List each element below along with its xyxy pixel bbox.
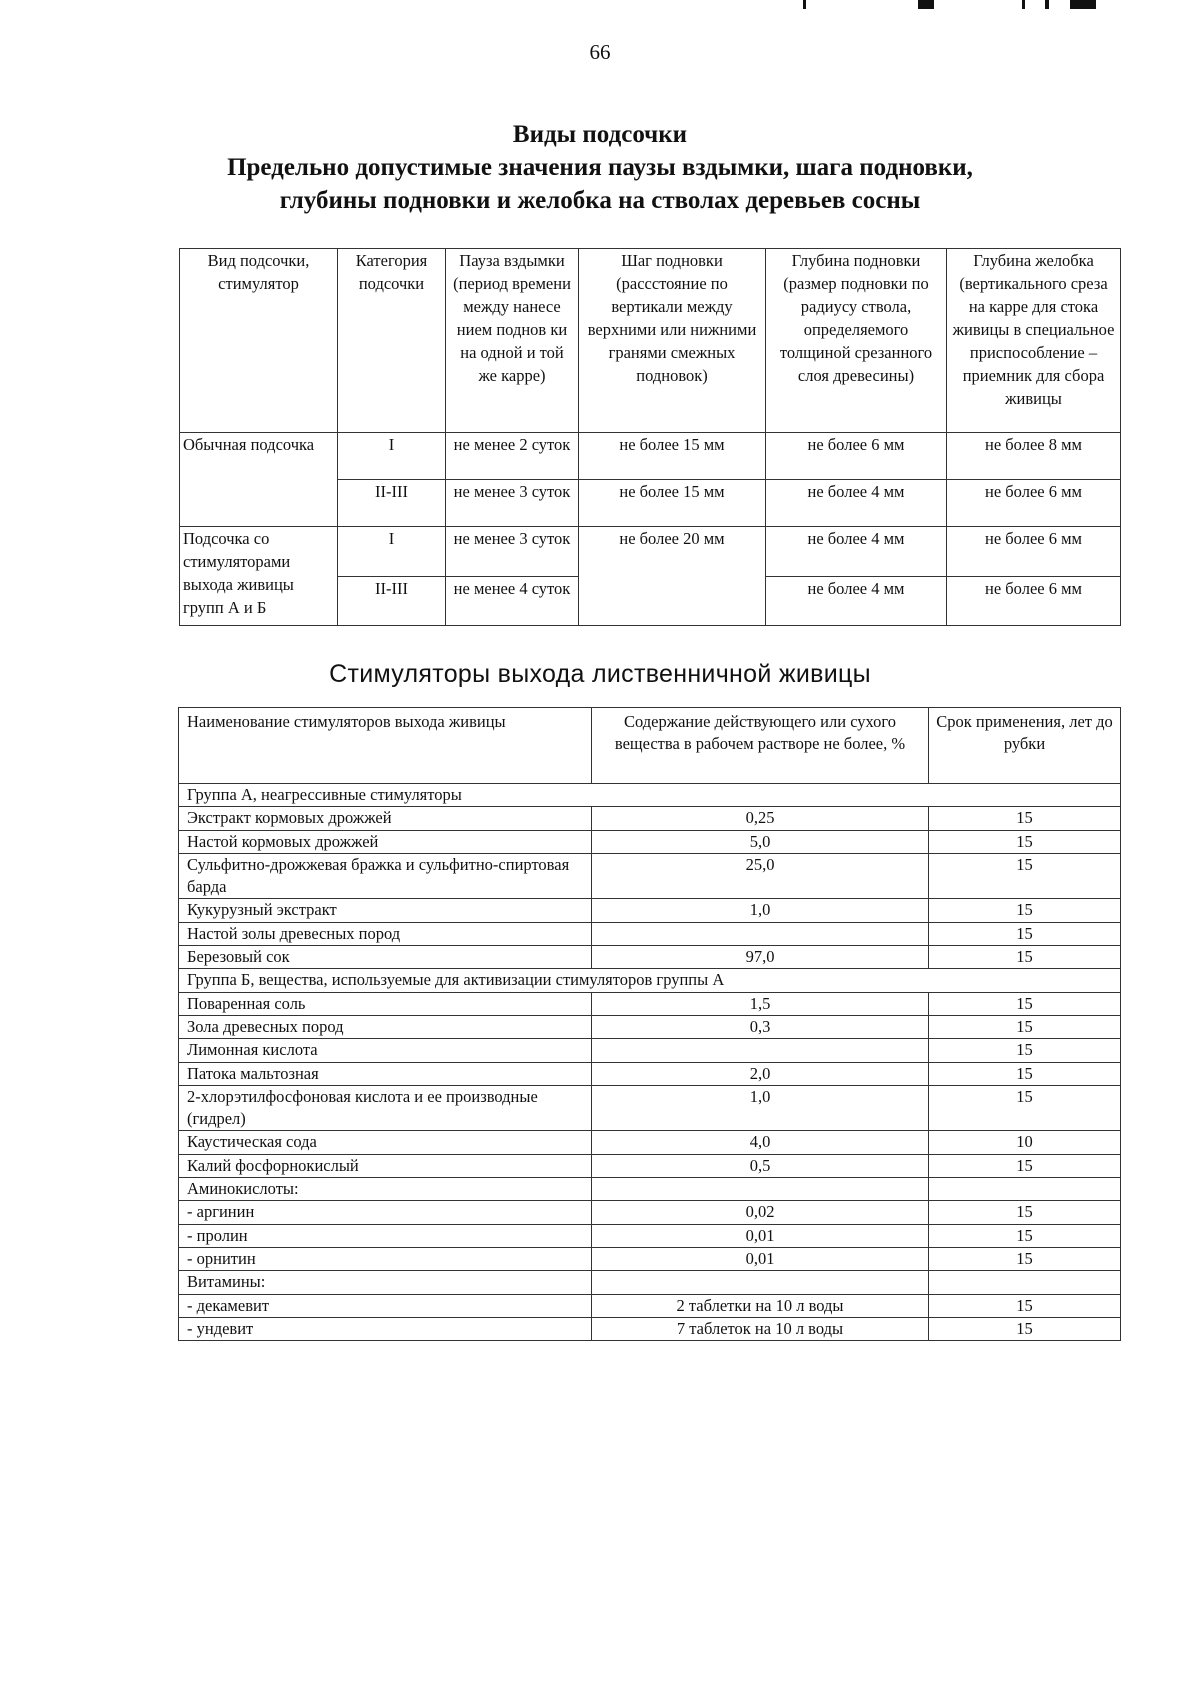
- depth-cell: не более 4 мм: [766, 577, 947, 626]
- stimulator-name-cell: Лимонная кислота: [179, 1039, 592, 1062]
- column-header-content: Содержание действующего или сухого вещества в рабочем растворе не более, %: [592, 708, 929, 784]
- table-row: [179, 899, 1121, 922]
- table-row: [179, 830, 1121, 853]
- scan-artifact: [1022, 0, 1025, 9]
- table-row: [179, 1201, 1121, 1224]
- section-title: Виды подсочки: [512, 121, 688, 148]
- term-cell: 15: [929, 1201, 1121, 1224]
- depth-cell: не более 6 мм: [766, 433, 947, 480]
- content-cell: [592, 1039, 929, 1062]
- group-label: Группа Б, вещества, используемые для активизации стимуляторов группы А: [179, 969, 1121, 992]
- stimulator-name-cell: 2-хлорэтилфосфоновая кислота и ее производные (гидрел): [179, 1085, 592, 1131]
- table-row: [179, 1317, 1121, 1340]
- table-row: [180, 527, 1121, 577]
- table-row: [179, 1085, 1121, 1131]
- term-cell: [929, 1178, 1121, 1201]
- section-subtitle-line-1: Предельно допустимые значения паузы вздымки, шага подновки,: [227, 154, 973, 181]
- stimulator-name-cell: - орнитин: [179, 1247, 592, 1270]
- table-row: [179, 946, 1121, 969]
- stimulator-name-cell: - пролин: [179, 1224, 592, 1247]
- term-cell: 15: [929, 1247, 1121, 1270]
- content-cell: [592, 1271, 929, 1294]
- groove-cell: не более 6 мм: [947, 480, 1121, 527]
- term-cell: 15: [929, 899, 1121, 922]
- groove-cell: не более 6 мм: [947, 577, 1121, 626]
- table-row: [179, 1178, 1121, 1201]
- pause-cell: не менее 3 суток: [446, 480, 579, 527]
- content-cell: 5,0: [592, 830, 929, 853]
- content-cell: 97,0: [592, 946, 929, 969]
- term-cell: 15: [929, 992, 1121, 1015]
- groove-cell: не более 8 мм: [947, 433, 1121, 480]
- term-cell: 15: [929, 1015, 1121, 1038]
- pause-cell: не менее 2 суток: [446, 433, 579, 480]
- term-cell: [929, 1271, 1121, 1294]
- stimulator-name-cell: Зола древесных пород: [179, 1015, 592, 1038]
- term-cell: 15: [929, 1294, 1121, 1317]
- stimulator-name-cell: - ундевит: [179, 1317, 592, 1340]
- content-cell: 0,02: [592, 1201, 929, 1224]
- term-cell: 15: [929, 853, 1121, 899]
- table-row: [179, 1271, 1121, 1294]
- term-cell: 15: [929, 830, 1121, 853]
- category-cell: I: [338, 433, 446, 480]
- category-cell: II-III: [338, 480, 446, 527]
- category-cell: II-III: [338, 577, 446, 626]
- table-row: [179, 1154, 1121, 1177]
- group-label: Группа А, неагрессивные стимуляторы: [179, 784, 1121, 807]
- content-cell: 0,01: [592, 1224, 929, 1247]
- group-header-row: [179, 784, 1121, 807]
- stimulator-name-cell: Поваренная соль: [179, 992, 592, 1015]
- table-row: [179, 1039, 1121, 1062]
- stimulators-table-body: [179, 784, 1121, 1341]
- stimulator-name-cell: Настой золы древесных пород: [179, 922, 592, 945]
- table-row: [179, 1062, 1121, 1085]
- stimulator-name-cell: Березовый сок: [179, 946, 592, 969]
- content-cell: 1,0: [592, 1085, 929, 1131]
- term-cell: 15: [929, 922, 1121, 945]
- stimulator-name-cell: Настой кормовых дрожжей: [179, 830, 592, 853]
- term-cell: 10: [929, 1131, 1121, 1154]
- table-row: [179, 807, 1121, 830]
- content-cell: 2,0: [592, 1062, 929, 1085]
- table-row: [180, 433, 1121, 480]
- column-header-depth: Глубина подновки (размер подновки по радиусу ствола, определяемого толщиной срезанного слоя древесины): [766, 249, 947, 433]
- table-row: [179, 1247, 1121, 1270]
- content-cell: 0,3: [592, 1015, 929, 1038]
- scan-artifact: [918, 0, 934, 9]
- stimulator-name-cell: - аргинин: [179, 1201, 592, 1224]
- table-row: [179, 1015, 1121, 1038]
- group-header-row: [179, 969, 1121, 992]
- content-cell: 4,0: [592, 1131, 929, 1154]
- depth-cell: не более 4 мм: [766, 527, 947, 577]
- stimulator-name-cell: Каустическая сода: [179, 1131, 592, 1154]
- table-row: [179, 1131, 1121, 1154]
- stimulator-name-cell: Витамины:: [179, 1271, 592, 1294]
- term-cell: 15: [929, 1224, 1121, 1247]
- content-cell: 25,0: [592, 853, 929, 899]
- stimulator-name-cell: Сульфитно-дрожжевая бражка и сульфитно-спиртовая барда: [179, 853, 592, 899]
- step-cell: не более 20 мм: [579, 527, 766, 626]
- scan-artifact: [1045, 0, 1049, 9]
- stimulator-name-cell: Кукурузный экстракт: [179, 899, 592, 922]
- content-cell: 7 таблеток на 10 л воды: [592, 1317, 929, 1340]
- tapping-type-cell: Подсочка со стимуляторами выхода живицы групп А и Б: [180, 527, 338, 626]
- category-cell: I: [338, 527, 446, 577]
- tapping-type-cell: Обычная подсочка: [180, 433, 338, 527]
- column-header-pause: Пауза вздымки (период времени между нанесе нием поднов ки на одной и той же карре): [446, 249, 579, 433]
- content-cell: 2 таблетки на 10 л воды: [592, 1294, 929, 1317]
- stimulators-table: [178, 707, 1121, 1341]
- groove-cell: не более 6 мм: [947, 527, 1121, 577]
- depth-cell: не более 4 мм: [766, 480, 947, 527]
- stimulator-name-cell: Калий фосфорнокислый: [179, 1154, 592, 1177]
- table-row: [179, 992, 1121, 1015]
- stimulator-name-cell: Аминокислоты:: [179, 1178, 592, 1201]
- section-subtitle-line-2: глубины подновки и желобка на стволах деревьев сосны: [279, 187, 921, 214]
- scan-artifact: [803, 0, 806, 9]
- stimulator-name-cell: Экстракт кормовых дрожжей: [179, 807, 592, 830]
- table-header-row: [179, 708, 1121, 784]
- term-cell: 15: [929, 1062, 1121, 1085]
- term-cell: 15: [929, 1317, 1121, 1340]
- content-cell: 1,0: [592, 899, 929, 922]
- term-cell: 15: [929, 946, 1121, 969]
- column-header-name: Наименование стимуляторов выхода живицы: [179, 708, 592, 784]
- content-cell: 0,25: [592, 807, 929, 830]
- content-cell: 1,5: [592, 992, 929, 1015]
- table-row: [179, 1294, 1121, 1317]
- page-number: 66: [589, 40, 611, 64]
- stimulators-section-title: Стимуляторы выхода лиственничной живицы: [329, 660, 871, 688]
- pause-cell: не менее 3 суток: [446, 527, 579, 577]
- column-header-groove: Глубина желобка (вертикального среза на карре для стока живицы в специальное приспособление – приемник для сбора живицы: [947, 249, 1121, 433]
- tapping-limits-table: [179, 248, 1121, 626]
- content-cell: 0,5: [592, 1154, 929, 1177]
- term-cell: 15: [929, 1154, 1121, 1177]
- content-cell: 0,01: [592, 1247, 929, 1270]
- stimulator-name-cell: Патока мальтозная: [179, 1062, 592, 1085]
- term-cell: 15: [929, 1039, 1121, 1062]
- column-header-step: Шаг подновки (рассстояние по вертикали между верхними или нижними гранями смежных подновок): [579, 249, 766, 433]
- column-header-term: Срок применения, лет до рубки: [929, 708, 1121, 784]
- term-cell: 15: [929, 807, 1121, 830]
- content-cell: [592, 1178, 929, 1201]
- step-cell: не более 15 мм: [579, 433, 766, 480]
- scan-artifact: [1070, 0, 1096, 9]
- table-row: [179, 1224, 1121, 1247]
- table-row: [179, 853, 1121, 899]
- term-cell: 15: [929, 1085, 1121, 1131]
- content-cell: [592, 922, 929, 945]
- column-header-tapping-type: Вид подсочки, стимулятор: [180, 249, 338, 433]
- pause-cell: не менее 4 суток: [446, 577, 579, 626]
- column-header-category: Категория подсочки: [338, 249, 446, 433]
- table-header-row: [180, 249, 1121, 433]
- step-cell: не более 15 мм: [579, 480, 766, 527]
- table-row: [179, 922, 1121, 945]
- stimulator-name-cell: - декамевит: [179, 1294, 592, 1317]
